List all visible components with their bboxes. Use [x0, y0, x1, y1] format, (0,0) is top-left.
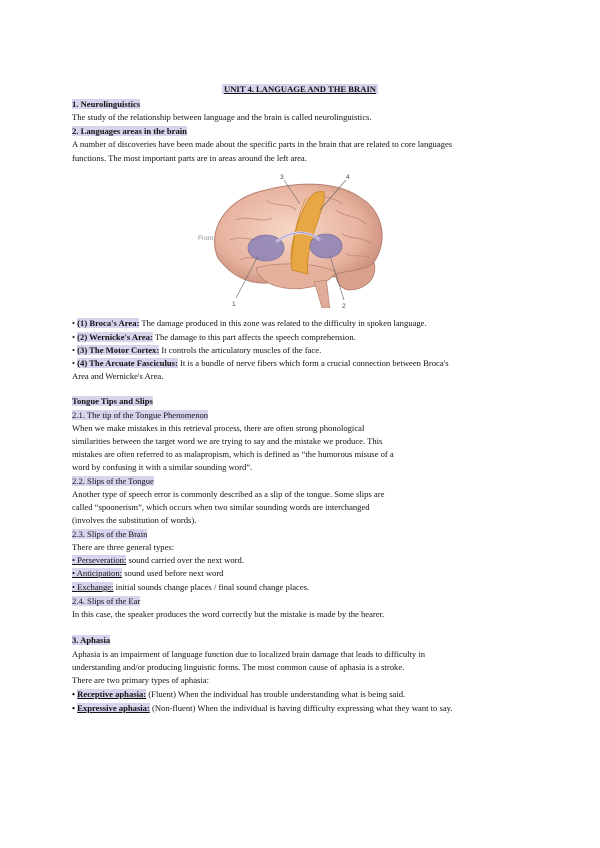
paragraph: There are three general types: — [72, 542, 175, 552]
section-heading-aphasia: 3. Aphasia — [72, 635, 111, 645]
paragraph: When we make mistakes in this retrieval process, there are often strong phonological — [72, 423, 365, 433]
page-title: UNIT 4. LANGUAGE AND THE BRAIN — [223, 84, 376, 94]
paragraph: similarities between the target word we are trying to say and the mistake we produce. This — [72, 436, 383, 446]
list-item: • Receptive aphasia: (Fluent) When the individual has trouble understanding what is being said. — [72, 689, 406, 699]
list-item: • Exchange: initial sounds change places / final sound change places. — [72, 582, 310, 592]
paragraph: The study of the relationship between language and the brain is called neurolinguistics. — [72, 112, 372, 122]
paragraph: functions. The most important parts are in areas around the left area. — [72, 153, 307, 163]
list-item-continuation: Area and Wernicke's Area. — [72, 371, 164, 381]
list-item: • (1) Broca's Area: The damage produced in this zone was related to the difficulty in spoken language. — [72, 318, 427, 328]
brain-diagram — [196, 170, 404, 308]
section-heading-language-areas: 2. Languages areas in the brain — [72, 126, 187, 136]
list-item: • Perseveration: sound carried over the next word. — [72, 555, 244, 565]
subheading: 2.2. Slips of the Tongue — [72, 476, 154, 486]
paragraph: Aphasia is an impairment of language function due to localized brain damage that leads to difficulty in — [72, 649, 426, 659]
subheading: 2.3. Slips of the Brain — [72, 529, 148, 539]
paragraph: Another type of speech error is commonly described as a slip of the tongue. Some slips are — [72, 489, 385, 499]
paragraph: There are two primary types of aphasia: — [72, 675, 209, 685]
subheading: 2.4. Slips of the Ear — [72, 596, 141, 606]
paragraph: (involves the substitution of words). — [72, 515, 197, 525]
paragraph: word by confusing it with a similar sounding word”. — [72, 462, 253, 472]
list-item: • Expressive aphasia: (Non-fluent) When the individual is having difficulty expressing what they want to say. — [72, 703, 453, 713]
list-item: • Anticipation: sound used before next word — [72, 568, 224, 578]
section-heading-neurolinguistics: 1. Neurolinguistics — [72, 99, 141, 109]
section-heading-tongue-tips: Tongue Tips and Slips — [72, 396, 153, 406]
subheading: 2.1. The tip of the Tongue Phenomenon — [72, 410, 209, 420]
paragraph: mistakes are often referred to as malapropism, which is defined as “the humorous misuse of a — [72, 449, 394, 459]
figure-label-4: 4 — [346, 174, 350, 181]
list-item: • (2) Wernicke's Area: The damage to this part affects the speech comprehension. — [72, 332, 356, 342]
figure-front-label: Front — [198, 235, 214, 242]
figure-label-1: 1 — [232, 301, 236, 308]
paragraph: In this case, the speaker produces the word correctly but the mistake is made by the hearer. — [72, 609, 385, 619]
figure-label-2: 2 — [342, 303, 346, 308]
paragraph: A number of discoveries have been made about the specific parts in the brain that are related to core languages — [72, 139, 453, 149]
list-item: • (4) The Arcuate Fasciculus: It is a bundle of nerve fibers which form a crucial connection between Broca's — [72, 358, 449, 368]
figure-label-3: 3 — [280, 174, 284, 181]
paragraph: understanding and/or producing linguistic forms. The most common cause of aphasia is a stroke. — [72, 662, 405, 672]
list-item: • (3) The Motor Cortex: It controls the articulatory muscles of the face. — [72, 345, 322, 355]
paragraph: called “spoonerism”, which occurs when two similar sounding words are interchanged — [72, 502, 370, 512]
